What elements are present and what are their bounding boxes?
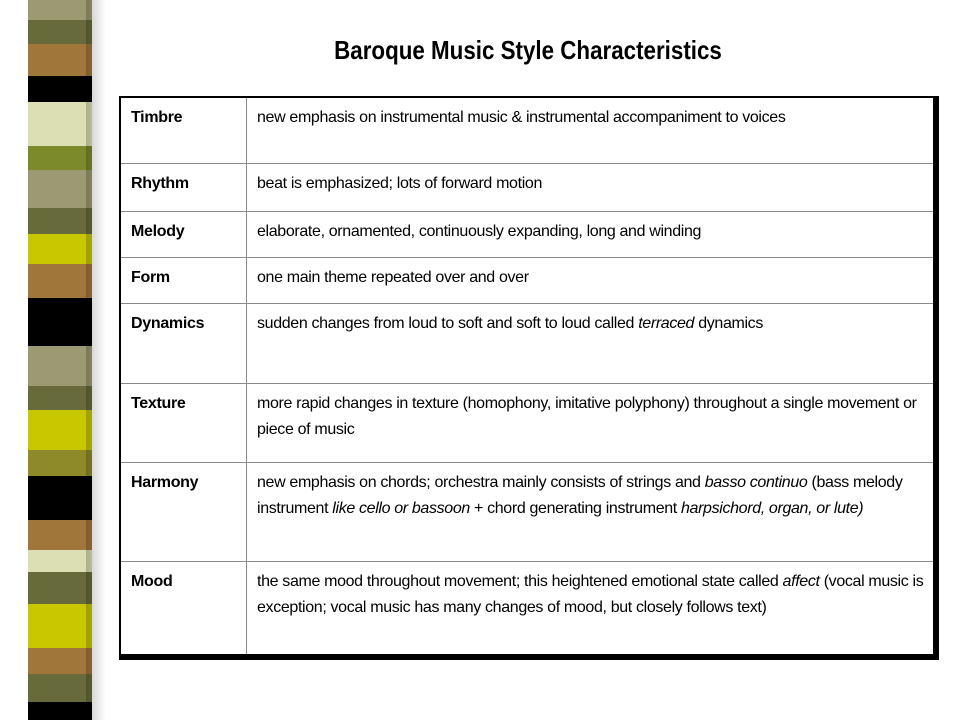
- row-label: Timbre: [121, 98, 247, 163]
- table-row-rhythm: [121, 164, 933, 212]
- row-label: Melody: [121, 212, 247, 257]
- row-description: one main theme repeated over and over: [257, 269, 529, 286]
- stripe-block: [28, 476, 92, 520]
- stripe-block: [28, 170, 92, 208]
- stripe-shadow: [86, 0, 106, 720]
- stripe-block: [28, 208, 92, 234]
- stripe-block: [28, 410, 92, 450]
- row-description: the same mood throughout movement; this heightened emotional state called affect (vocal music is exception; vocal music has many changes of mood, but closely follows text): [257, 573, 924, 616]
- row-description: more rapid changes in texture (homophony, imitative polyphony) throughout a single movement or piece of music: [257, 395, 917, 438]
- table-row-melody: [121, 212, 933, 258]
- row-description: sudden changes from loud to soft and soft to loud called terraced dynamics: [257, 315, 763, 332]
- stripe-block: [28, 520, 92, 550]
- stripe-block: [28, 604, 92, 648]
- stripe-block: [28, 450, 92, 476]
- table-shadow: [119, 96, 939, 660]
- row-label: Texture: [121, 384, 247, 462]
- row-description: new emphasis on instrumental music & instrumental accompaniment to voices: [257, 109, 786, 126]
- characteristics-table: [119, 96, 935, 656]
- table-row-mood: [121, 562, 933, 654]
- row-label: Harmony: [121, 463, 247, 561]
- row-description: beat is emphasized; lots of forward motion: [257, 175, 543, 192]
- row-label: Rhythm: [121, 164, 247, 211]
- table-row-dynamics: [121, 304, 933, 384]
- row-label: Form: [121, 258, 247, 303]
- stripe-block: [28, 102, 92, 146]
- table-row-texture: [121, 384, 933, 463]
- row-description: new emphasis on chords; orchestra mainly consists of strings and basso continuo (bass melody instrument like cello or bassoon + chord generating instrument harpsichord, organ, or lute): [257, 474, 903, 517]
- stripe-block: [28, 702, 92, 720]
- stripe-block: [28, 550, 92, 572]
- table-row-harmony: [121, 463, 933, 562]
- stripe-block: [28, 674, 92, 702]
- stripe-block: [28, 386, 92, 410]
- stripe-block: [28, 264, 92, 298]
- table-row-timbre: [121, 98, 933, 164]
- stripe-block: [28, 20, 92, 44]
- stripe-block: [28, 298, 92, 346]
- slide-title: Baroque Music Style Characteristics: [334, 35, 722, 65]
- stripe-block: [28, 648, 92, 674]
- decorative-stripe: [28, 0, 92, 720]
- stripe-block: [28, 572, 92, 604]
- table-row-form: [121, 258, 933, 304]
- stripe-block: [28, 146, 92, 170]
- row-label: Mood: [121, 562, 247, 654]
- stripe-block: [28, 234, 92, 264]
- stripe-block: [28, 0, 92, 20]
- stripe-block: [28, 44, 92, 76]
- stripe-block: [28, 346, 92, 386]
- stripe-block: [28, 76, 92, 102]
- row-description: elaborate, ornamented, continuously expanding, long and winding: [257, 223, 702, 240]
- row-label: Dynamics: [121, 304, 247, 383]
